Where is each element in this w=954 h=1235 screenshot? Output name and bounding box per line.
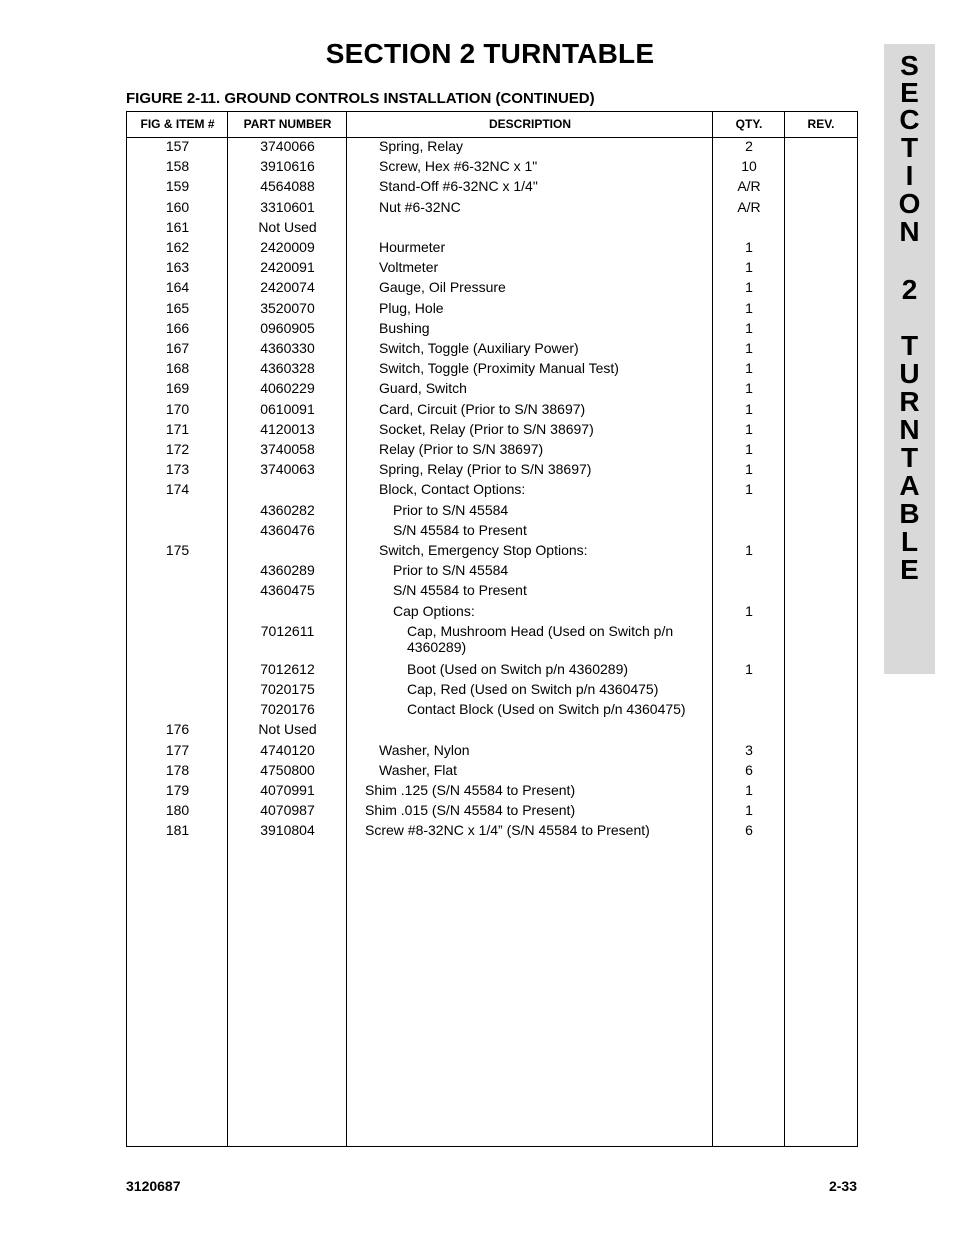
description-cell: Spring, Relay (Prior to S/N 38697): [379, 461, 592, 478]
fig-item-cell: 171: [165, 420, 190, 437]
table-row: [127, 582, 857, 602]
part-number-cell: 0960905: [260, 319, 315, 336]
part-number-cell: 4740120: [260, 741, 315, 758]
description-cell: Block, Contact Options:: [379, 481, 526, 498]
part-number-cell: 4750800: [260, 761, 315, 778]
qty-cell: 1: [745, 542, 753, 558]
table-row: [127, 441, 857, 461]
description-cell: Cap, Red (Used on Switch p/n 4360475): [407, 681, 659, 697]
table-row: [127, 380, 857, 400]
qty-cell: 1: [745, 259, 753, 276]
fig-item-cell: 170: [165, 400, 190, 417]
table-row: [127, 421, 857, 441]
part-number-cell: 2420091: [260, 259, 315, 276]
description-cell: Spring, Relay: [379, 138, 464, 154]
table-row: [127, 219, 857, 239]
part-number-cell: 7012612: [260, 660, 315, 677]
header-fig-item: FIG & ITEM #: [140, 117, 215, 131]
description-cell: Switch, Toggle (Auxiliary Power): [379, 340, 579, 356]
table-row: [127, 300, 857, 320]
qty-cell: 1: [745, 602, 753, 619]
side-tab-letter: E: [900, 554, 919, 585]
table-row: [127, 822, 857, 842]
fig-item-cell: 161: [165, 218, 190, 235]
fig-item-cell: 160: [165, 198, 190, 215]
qty-cell: 1: [745, 420, 753, 437]
description-cell: Stand-Off #6-32NC x 1/4": [379, 178, 538, 195]
side-tab-letter: U: [899, 358, 920, 389]
table-row: [127, 661, 857, 681]
description-cell: Washer, Flat: [379, 761, 458, 778]
qty-cell: 1: [745, 299, 753, 316]
part-number-cell: 3740066: [260, 138, 315, 154]
description-cell: Prior to S/N 45584: [393, 562, 509, 579]
qty-cell: 1: [745, 279, 753, 296]
fig-item-cell: 180: [165, 802, 190, 819]
part-number-cell: 3310601: [260, 198, 315, 215]
fig-item-cell: 176: [165, 721, 190, 738]
part-number-cell: 4360475: [260, 582, 315, 599]
section-side-tab: [884, 44, 935, 674]
part-number-cell: Not Used: [258, 721, 317, 738]
qty-cell: 1: [745, 481, 753, 498]
side-tab-letter: T: [900, 132, 919, 163]
table-row: [127, 603, 857, 623]
fig-item-cell: 163: [165, 259, 190, 276]
description-cell: Bushing: [379, 319, 430, 336]
description-cell: Screw, Hex #6-32NC x 1": [379, 158, 538, 175]
side-tab-letter: B: [899, 498, 920, 529]
qty-cell: 10: [741, 158, 757, 175]
description-cell: Cap Options:: [393, 602, 475, 619]
fig-item-cell: 173: [165, 461, 190, 478]
table-row: [127, 742, 857, 762]
side-tab-letter: R: [899, 386, 920, 417]
description-cell: Washer, Nylon: [379, 741, 470, 758]
table-row: [127, 461, 857, 481]
description-cell: Cap, Mushroom Head (Used on Switch p/n: [407, 622, 674, 639]
part-number-cell: 7020176: [260, 701, 315, 718]
header-rev: REV.: [807, 117, 835, 131]
description-cell: Nut #6-32NC: [379, 198, 461, 215]
table-row: [127, 681, 857, 701]
part-number-cell: 4360328: [260, 360, 315, 377]
side-tab-letter: N: [899, 216, 920, 247]
figure-title: FIGURE 2-11. GROUND CONTROLS INSTALLATION (CONTINUED): [126, 90, 595, 107]
description-cell: Screw #8-32NC x 1/4” (S/N 45584 to Present): [365, 822, 650, 839]
part-number-cell: Not Used: [258, 218, 317, 235]
part-number-cell: 3910804: [260, 822, 315, 839]
part-number-cell: 2420009: [260, 239, 315, 255]
table-row: [127, 802, 857, 822]
table-row: [127, 199, 857, 219]
qty-cell: 3: [745, 741, 753, 758]
qty-cell: 1: [745, 239, 753, 255]
description-cell: Plug, Hole: [379, 299, 444, 316]
table-row: [127, 562, 857, 582]
table-header: [127, 112, 857, 138]
side-tab-letter: N: [899, 414, 920, 445]
part-number-cell: 3910616: [260, 158, 315, 175]
qty-cell: 1: [745, 441, 753, 457]
side-tab-letter: C: [899, 104, 920, 135]
part-number-cell: 0610091: [260, 400, 315, 417]
fig-item-cell: 174: [165, 481, 190, 498]
qty-cell: A/R: [737, 198, 761, 215]
description-cell: Shim .125 (S/N 45584 to Present): [365, 782, 576, 798]
fig-item-cell: 159: [165, 178, 190, 195]
header-part-number: PART NUMBER: [243, 117, 332, 131]
description-cell: Hourmeter: [379, 239, 446, 255]
table-row: [127, 279, 857, 299]
qty-cell: 1: [745, 380, 753, 397]
fig-item-cell: 181: [165, 822, 190, 839]
table-row: [127, 542, 857, 562]
header-description: DESCRIPTION: [488, 117, 571, 131]
description-cell: S/N 45584 to Present: [393, 521, 527, 538]
description-cell: Boot (Used on Switch p/n 4360289): [407, 660, 629, 677]
table-row: [127, 401, 857, 421]
qty-cell: 1: [745, 319, 753, 336]
parts-table: [126, 111, 858, 1147]
part-number-cell: 4360330: [260, 340, 315, 356]
table-row: [127, 320, 857, 340]
side-tab-letter: T: [900, 330, 919, 361]
qty-cell: 1: [745, 461, 753, 478]
fig-item-cell: 162: [165, 239, 190, 255]
table-row: [127, 721, 857, 741]
fig-item-cell: 178: [165, 761, 190, 778]
fig-item-cell: 175: [165, 542, 190, 558]
fig-item-cell: 169: [165, 380, 190, 397]
description-cell-cont: 4360289): [407, 638, 467, 655]
fig-item-cell: 164: [165, 279, 190, 296]
part-number-cell: 4070987: [260, 802, 315, 819]
table-row: [127, 360, 857, 380]
description-cell: Shim .015 (S/N 45584 to Present): [365, 802, 576, 819]
table-row: [127, 701, 857, 721]
part-number-cell: 4564088: [260, 178, 315, 195]
table-row: [127, 138, 857, 158]
page-title: SECTION 2 TURNTABLE: [325, 38, 655, 69]
description-cell: Card, Circuit (Prior to S/N 38697): [379, 400, 586, 417]
table-row: [127, 502, 857, 522]
description-cell: Contact Block (Used on Switch p/n 4360475): [407, 701, 686, 718]
header-qty: QTY.: [735, 117, 763, 131]
table-row: [127, 782, 857, 802]
description-cell: Relay (Prior to S/N 38697): [379, 441, 544, 457]
table-row: [127, 239, 857, 259]
side-tab-letter: S: [900, 50, 919, 81]
fig-item-cell: 167: [165, 340, 190, 356]
description-cell: Socket, Relay (Prior to S/N 38697): [379, 420, 594, 437]
part-number-cell: 3740063: [260, 461, 315, 478]
page-number: 2-33: [828, 1178, 857, 1194]
fig-item-cell: 179: [165, 782, 190, 798]
side-tab-letter: T: [900, 442, 919, 473]
table-row: [127, 522, 857, 542]
description-cell: Switch, Toggle (Proximity Manual Test): [379, 360, 619, 377]
side-tab-letter: L: [900, 526, 919, 557]
fig-item-cell: 165: [165, 299, 190, 316]
qty-cell: 6: [745, 822, 753, 839]
table-row: [127, 762, 857, 782]
qty-cell: 1: [745, 340, 753, 356]
qty-cell: 1: [745, 802, 753, 819]
part-number-cell: 4360289: [260, 562, 315, 579]
fig-item-cell: 177: [165, 741, 190, 758]
table-row: [127, 481, 857, 501]
qty-cell: 2: [745, 138, 753, 154]
table-row: [127, 158, 857, 178]
fig-item-cell: 172: [165, 441, 190, 457]
part-number-cell: 3520070: [260, 299, 315, 316]
part-number-cell: 7012611: [260, 622, 315, 639]
part-number-cell: 4070991: [260, 782, 315, 798]
table-row: [127, 622, 857, 655]
side-tab-letter: 2: [901, 274, 918, 305]
description-cell: Prior to S/N 45584: [393, 501, 509, 518]
qty-cell: 6: [745, 761, 753, 778]
fig-item-cell: 157: [165, 138, 190, 154]
fig-item-cell: 168: [165, 360, 190, 377]
part-number-cell: 4360282: [260, 501, 315, 518]
table-row: [127, 340, 857, 360]
description-cell: Voltmeter: [379, 259, 439, 276]
part-number-cell: 3740058: [260, 441, 315, 457]
table-row: [127, 259, 857, 279]
description-cell: Gauge, Oil Pressure: [379, 279, 506, 296]
part-number-cell: 4060229: [260, 380, 315, 397]
fig-item-cell: 158: [165, 158, 190, 175]
part-number-cell: 4360476: [260, 521, 315, 538]
document-number: 3120687: [126, 1178, 181, 1194]
part-number-cell: 2420074: [260, 279, 315, 296]
qty-cell: 1: [745, 660, 753, 677]
description-cell: S/N 45584 to Present: [393, 582, 527, 599]
fig-item-cell: 166: [165, 319, 190, 336]
qty-cell: 1: [745, 400, 753, 417]
qty-cell: 1: [745, 360, 753, 377]
side-tab-letter: O: [898, 188, 921, 219]
side-tab-letter: A: [899, 470, 920, 501]
table-row: [127, 178, 857, 198]
part-number-cell: 4120013: [260, 420, 315, 437]
side-tab-letter: I: [905, 160, 914, 191]
part-number-cell: 7020175: [260, 681, 315, 697]
description-cell: Guard, Switch: [379, 380, 467, 397]
qty-cell: A/R: [737, 178, 761, 195]
qty-cell: 1: [745, 782, 753, 798]
side-tab-letter: E: [900, 77, 919, 108]
description-cell: Switch, Emergency Stop Options:: [379, 542, 588, 558]
